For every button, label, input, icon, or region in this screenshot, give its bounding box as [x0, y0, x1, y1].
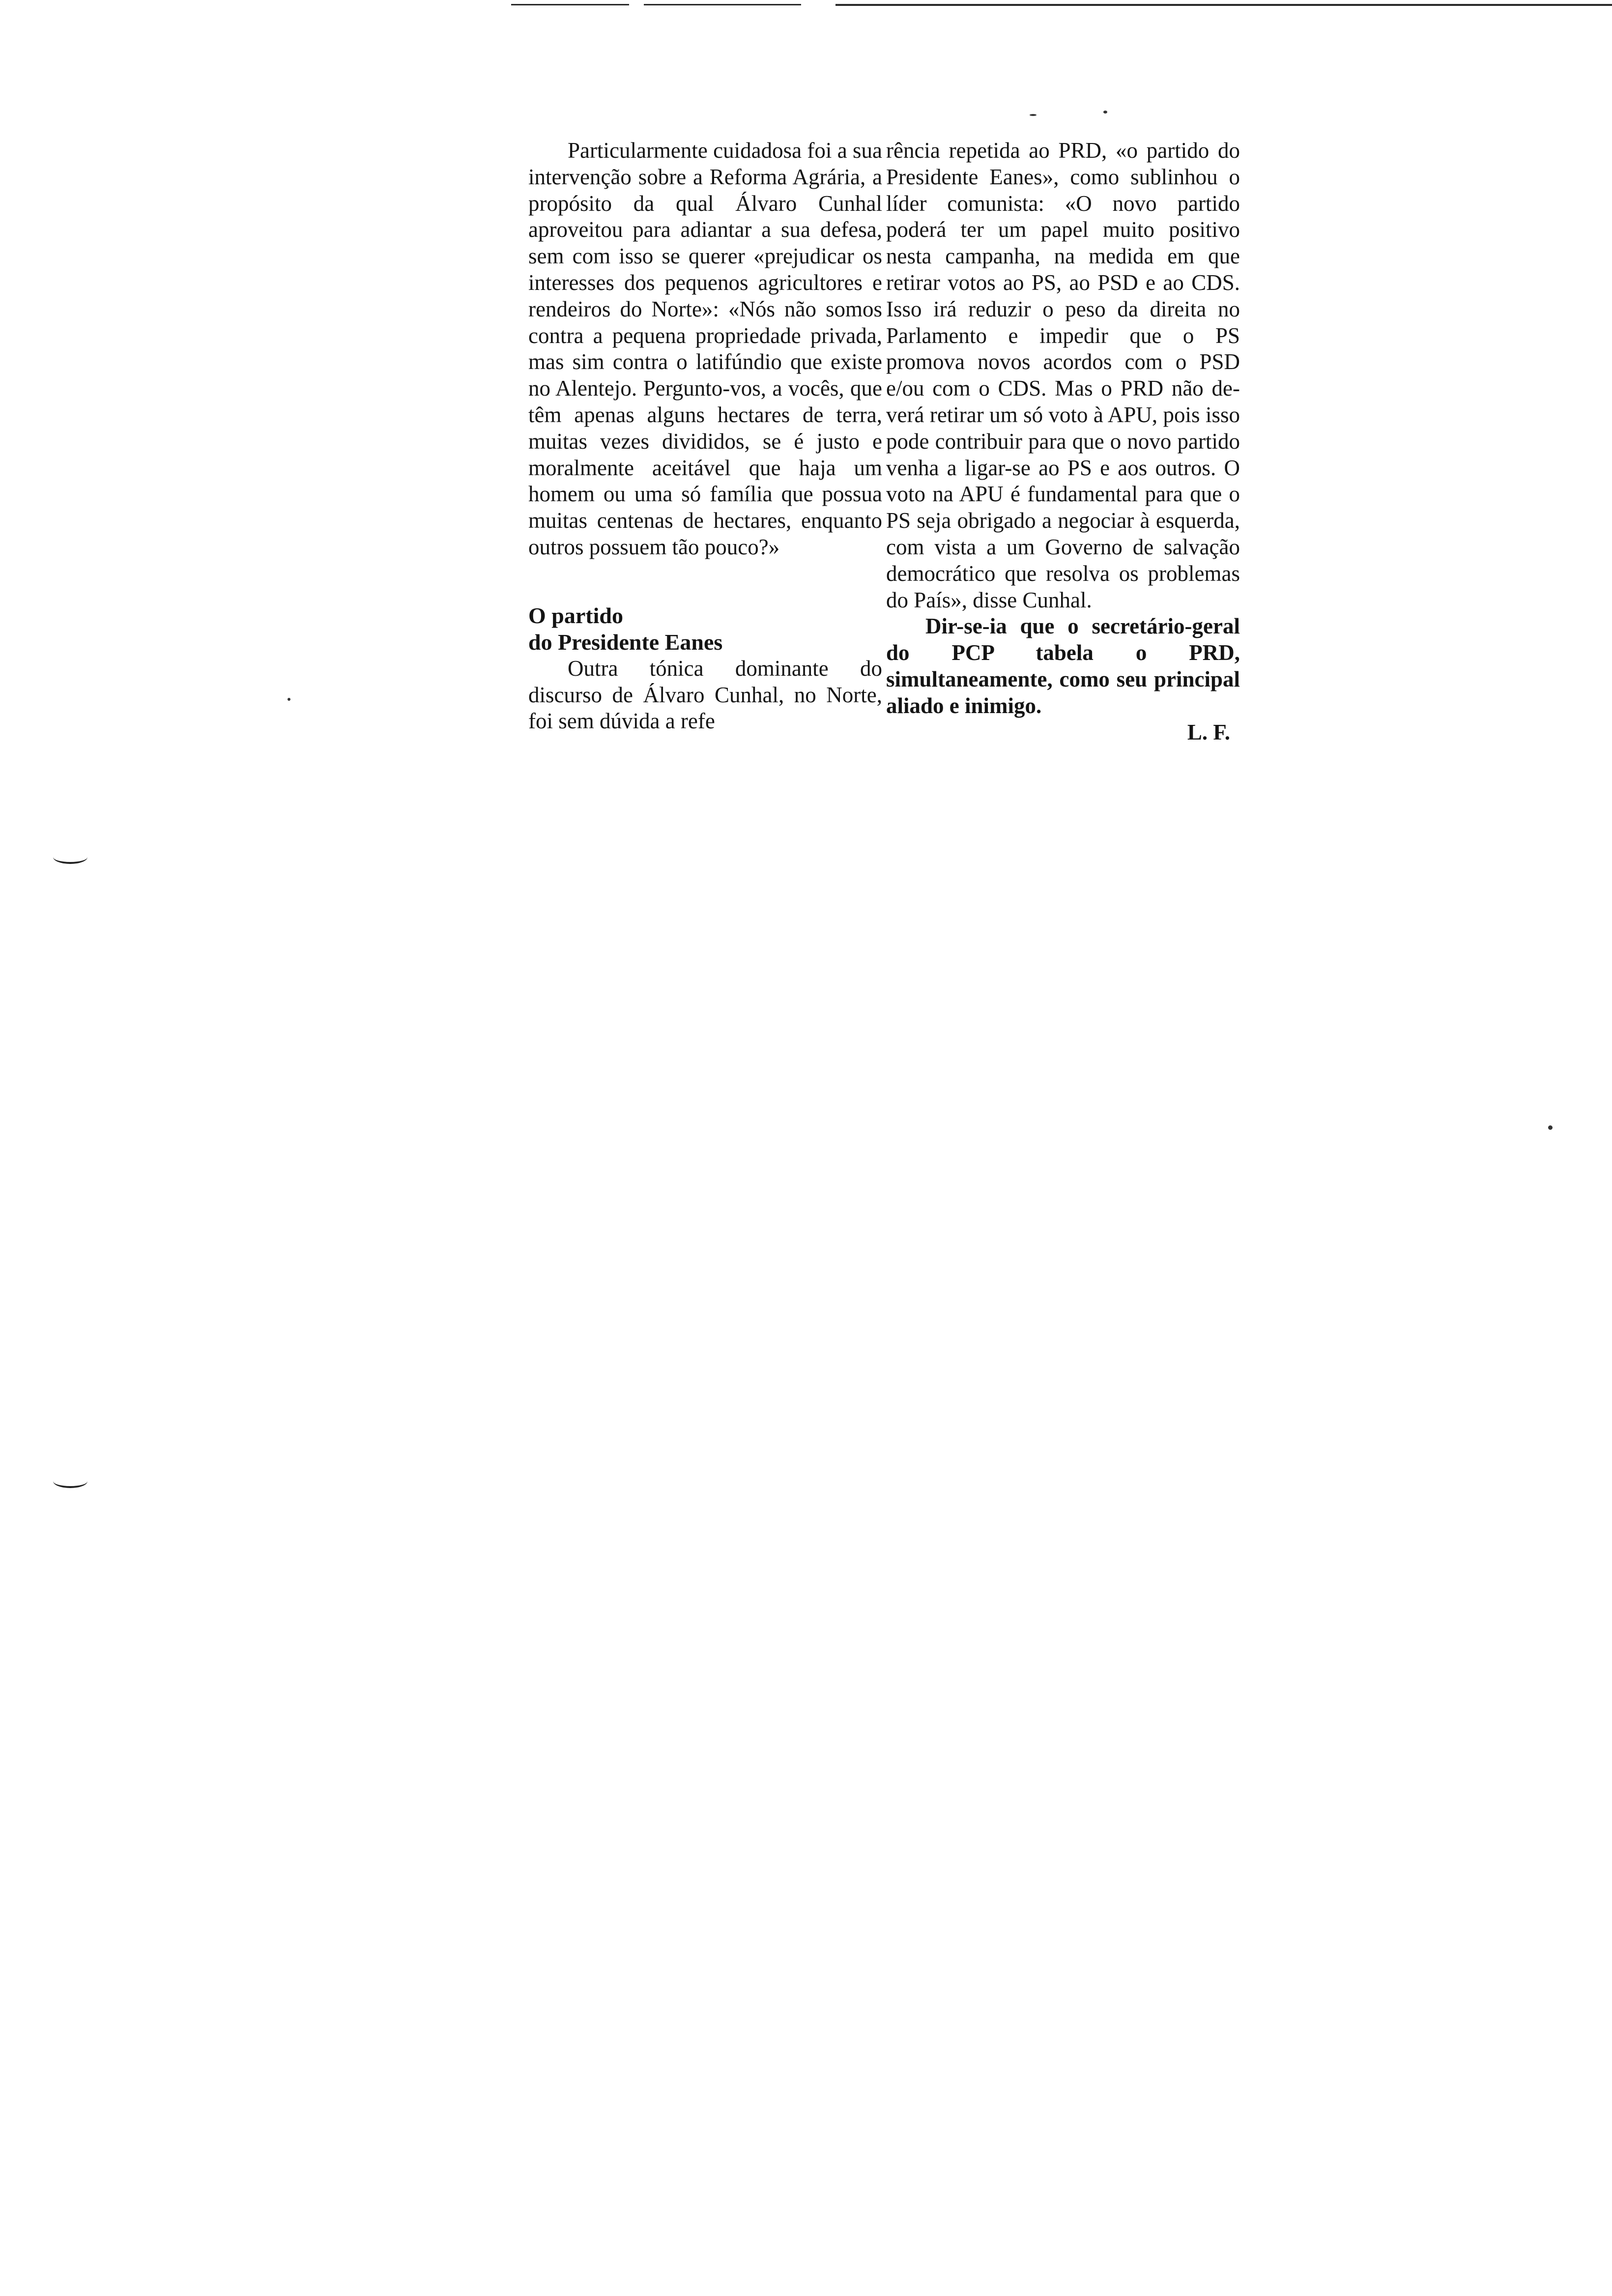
article-paragraph: rência repetida ao PRD, «o partido do Presidente Eanes», como sublinhou o líder comunista: «O novo partido poderá ter um papel muito positivo nesta campanha, na medida em que retirar votos ao PS, ao PSD e ao CDS. Isso irá reduzir o peso da direita no Parlamento e impedir que o PS promova novos acordos com o PSD e/ou com o CDS. Mas o PRD não deverá retirar um só voto à APU, pois isso pode contribuir para que o novo partido venha a ligar-se ao PS e aos outros. O voto na APU é fundamental para que o PS seja obrigado a negociar à esquerda, com vista a um Governo de salvação democrático que resolva os problemas do País», disse Cunhal. [886, 138, 1240, 612]
subheading-line: O partido [528, 603, 623, 628]
scan-speck [1030, 114, 1036, 116]
author-signature: L. F. [1187, 719, 1230, 745]
punch-mark-upper [53, 850, 87, 864]
scan-edge-line-left [511, 4, 629, 5]
scan-speck [1548, 1125, 1553, 1130]
scan-speck [1103, 111, 1107, 114]
article-paragraph: Outra tónica dominante do discurso de Álvaro Cunhal, no Norte, foi sem dúvida a refe [528, 656, 882, 734]
scan-speck [288, 698, 290, 701]
article-paragraph: Dir-se-ia que o secretário-geral do PCP tabela o PRD, simultaneamente, como seu principal aliado e inimigo. [886, 614, 1240, 718]
scan-edge-line-right [835, 4, 1612, 6]
article-subheading [528, 603, 882, 656]
punch-mark-lower [53, 1474, 87, 1488]
article-column-left [528, 138, 882, 735]
article-paragraph: Particularmente cuidadosa foi a sua intervenção sobre a Reforma Agrária, a propósito da qual Álvaro Cunhal aproveitou para adiantar a sua defesa, sem com isso se querer «prejudicar os interesses dos pequenos agricultores e rendeiros do Norte»: «Nós não somos contra a pequena propriedade privada, mas sim contra o latifúndio que existe no Alentejo. Pergunto-vos, a vocês, que têm apenas alguns hectares de terra, muitas vezes divididos, se é justo e moralmente aceitável que haja um homem ou uma só família que possua muitas centenas de hectares, enquanto outros possuem tão pouco?» [528, 138, 882, 559]
subheading-line: do Presidente Eanes [528, 629, 723, 655]
scan-edge-line-middle [644, 4, 801, 5]
article-column-right [886, 138, 1240, 746]
